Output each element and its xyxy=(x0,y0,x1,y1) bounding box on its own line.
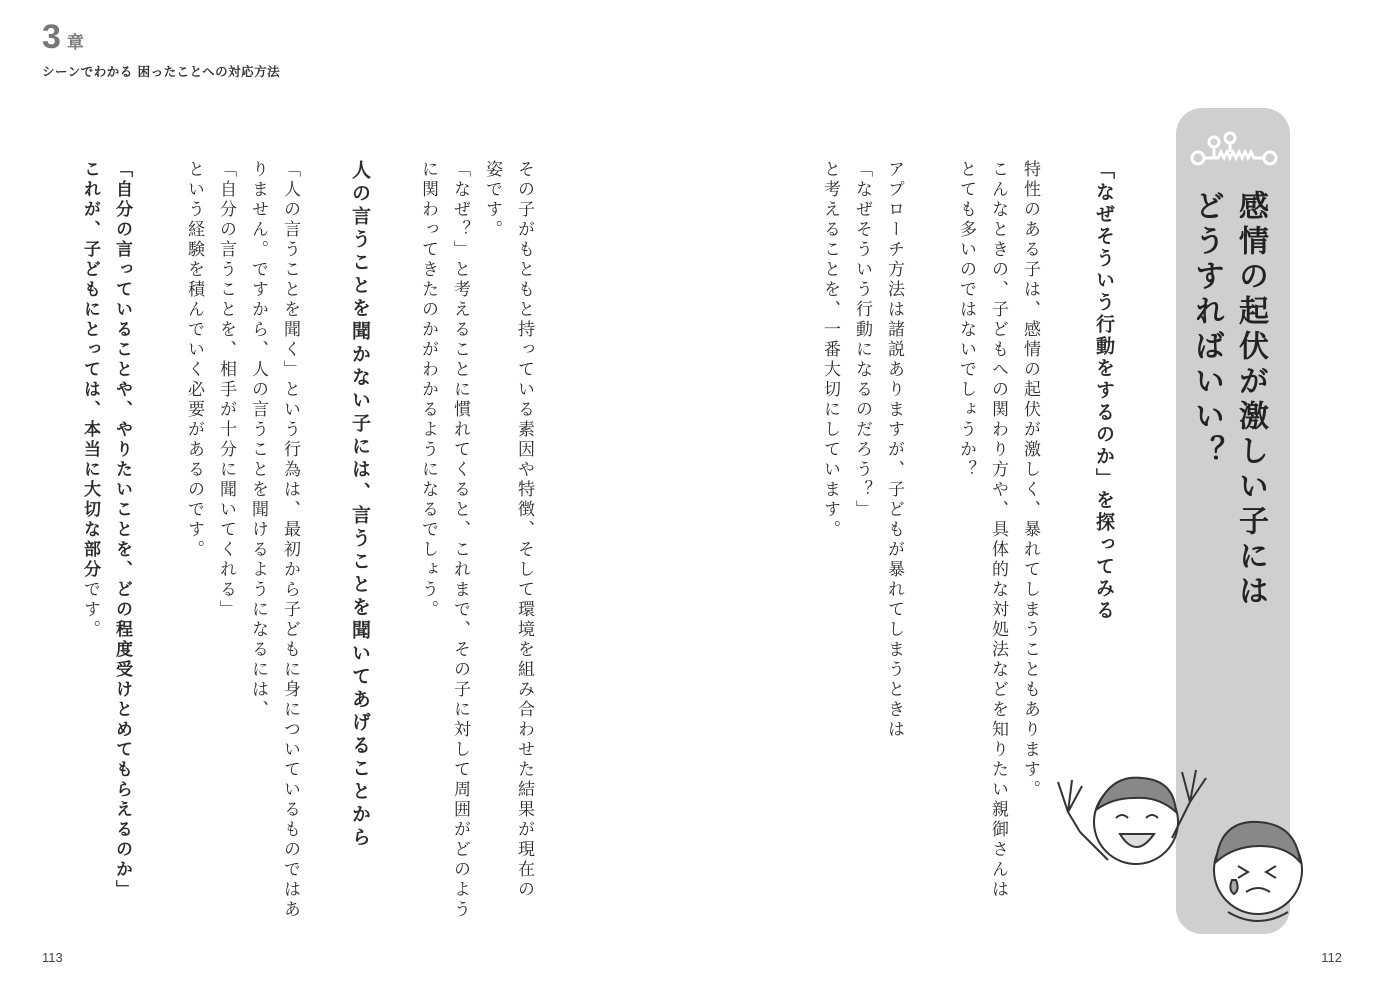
title-line-2: どうすればいい？ xyxy=(1189,190,1224,470)
paragraph-line: 「人の言うことを聞く」という行為は、最初から子どもに身についているものではあ xyxy=(280,160,300,920)
bold-text: これが、子どもにとっては、本当に大切な部分 xyxy=(80,160,100,580)
section-heading-right: 「なぜそういう行動をするのか」を探ってみる xyxy=(1093,160,1115,622)
section-heading-left: 人の言うことを聞かない子には、言うことを聞いてあげることから xyxy=(349,160,371,850)
page-number-left: 113 xyxy=(42,950,63,965)
paragraph-line: とても多いのではないでしょうか？ xyxy=(956,160,976,480)
ornament-icon xyxy=(1186,128,1282,172)
bold-statement-line: 「自分の言っていることや、やりたいことを、どの程度受けとめてもらえるのか」 xyxy=(112,160,132,900)
paragraph-line: りません。ですから、人の言うことを聞けるようになるには、 xyxy=(248,160,268,720)
chapter-label: 章 xyxy=(66,33,84,53)
paragraph-line: アプローチ方法は諸説ありますが、子どもが暴れてしまうときは xyxy=(884,160,904,740)
paragraph-line: その子がもともと持っている素因や特徴、そして環境を組み合わせた結果が現在の xyxy=(514,160,534,900)
paragraph-line: 「自分の言うことを、相手が十分に聞いてくれる」 xyxy=(216,160,236,620)
chapter-subtitle: シーンでわかる 困ったことへの対応方法 xyxy=(42,64,281,79)
paragraph-line: 「なぜ？」と考えることに慣れてくると、これまで、その子に対して周囲がどのよう xyxy=(450,160,470,920)
paragraph-line: と考えることを、一番大切にしています。 xyxy=(820,160,840,540)
chapter-number: 3 xyxy=(42,18,61,56)
paragraph-line: 「なぜそういう行動になるのだろう？」 xyxy=(852,160,872,520)
chapter-heading xyxy=(42,18,84,57)
bold-statement-line-2 xyxy=(76,160,104,920)
paragraph-line: 姿です。 xyxy=(482,160,502,240)
children-illustration xyxy=(1050,752,1310,952)
paragraph-line: 特性のある子は、感情の起伏が激しく、暴れてしまうこともあります。 xyxy=(1020,160,1040,800)
title-line-1: 感情の起伏が激しい子には xyxy=(1233,190,1268,610)
statement-tail: です。 xyxy=(80,580,100,640)
paragraph-line: こんなときの、子どもへの関わり方や、具体的な対処法などを知りたい親御さんは xyxy=(988,160,1008,900)
page-number-right: 112 xyxy=(1321,950,1342,965)
paragraph-line: という経験を積んでいく必要があるのです。 xyxy=(184,160,204,560)
paragraph-line: に関わってきたのかがわかるようになるでしょう。 xyxy=(418,160,438,620)
